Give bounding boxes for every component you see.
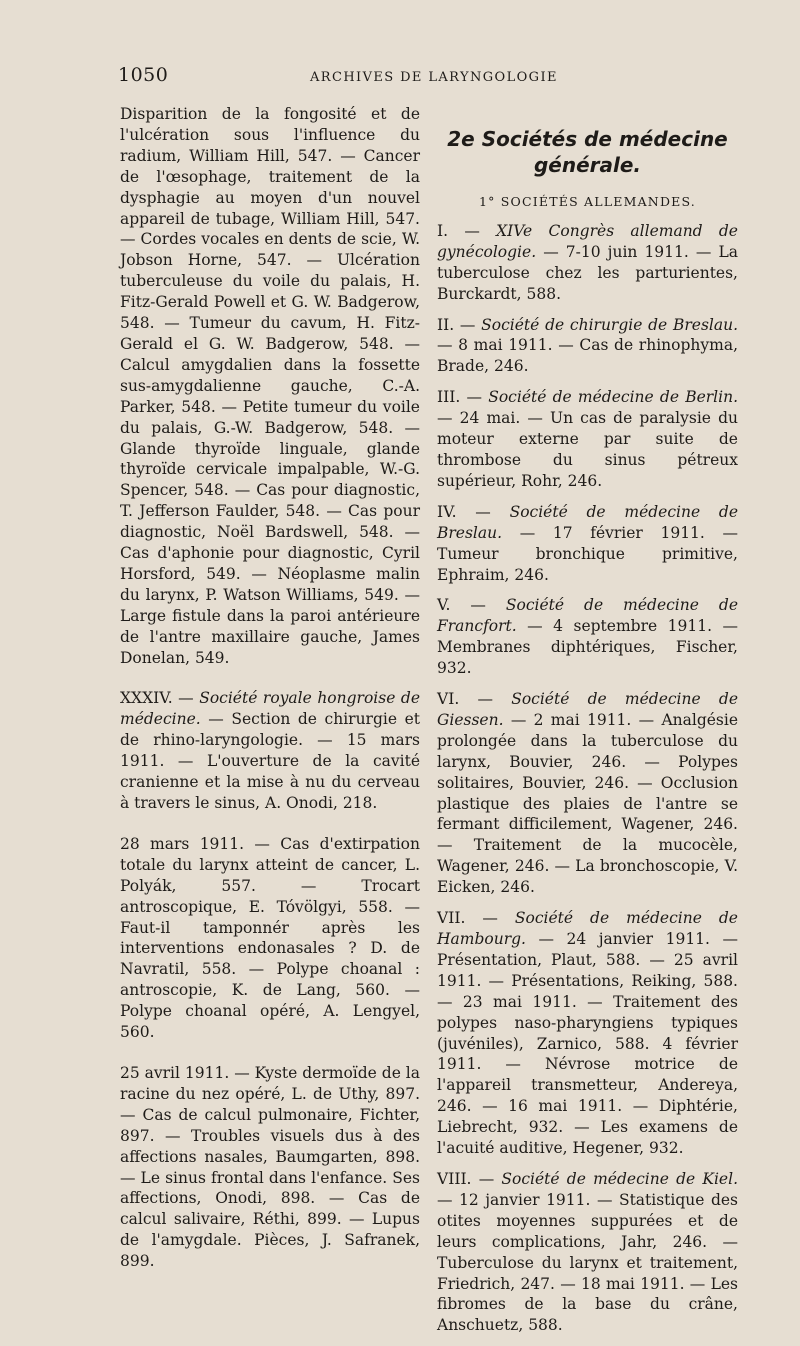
entry-lead: VII. — [437, 909, 515, 928]
subsection-heading-text: 1° SOCIÉTÉS ALLEMANDES. [479, 194, 696, 209]
society-name: Société de médecine de Kiel. [501, 1169, 738, 1188]
page-header [118, 64, 718, 90]
entry-lead: III. — [437, 388, 489, 407]
entry-vii [437, 908, 738, 1159]
society-name: Société royale hongroise de médecine. [120, 689, 420, 729]
society-name: Société de chirurgie de Breslau. [481, 315, 739, 334]
entry-lead: VI. — [437, 690, 512, 709]
running-title: ARCHIVES DE LARYNGOLOGIE [310, 70, 558, 85]
entry-lead: V. — [437, 596, 506, 615]
entry-lead: I. — [437, 221, 497, 240]
entry-lead: VIII. — [437, 1169, 502, 1188]
page-number: 1050 [118, 64, 169, 86]
society-name: XIVe Congrès allemand de gynécologie. [437, 221, 738, 261]
society-name: Société de médecine de Breslau. [437, 502, 738, 542]
society-name: Société de médecine de Francfort. [437, 596, 738, 636]
entry-text: — 4 septembre 1911. — Membranes diphtériques, Fischer, 932. [437, 617, 738, 678]
society-name: Société de médecine de Hambourg. [437, 909, 738, 948]
section-heading [437, 126, 738, 178]
left-column [120, 104, 420, 1292]
entry-text: — 7-10 juin 1911. — La tuberculose chez les parturientes, Burckardt, 588. [437, 242, 738, 303]
entry-vi [437, 689, 738, 898]
entry-iii [437, 387, 738, 492]
entry-text: — Section de chirurgie et de rhino-laryngologie. — 15 mars 1911. — L'ouverture de la cavité cranienne et la mise à nu du cerveau à travers le sinus, A. Onodi, 218. [120, 710, 420, 812]
paragraph-28-mars: 28 mars 1911. — Cas d'extirpation totale du larynx atteint de cancer, L. Polyák, 557. — Trocart antroscopique, E. Tóvölgyi, 558. — Faut-il tamponnér après les interventions endonasales ? D. de Navratil, 558. — Polype choanal : antroscopie, K. de Lang, 560. — Polype choanal opéré, A. Lengyel, 560. [120, 834, 420, 1042]
section-heading-line-1: 2e Sociétés de médecine [447, 127, 728, 151]
entry-lead: II. — [437, 315, 482, 334]
society-name: Société de médecine de Giessen. [437, 690, 738, 729]
right-column [437, 104, 738, 1346]
entry-i [437, 221, 738, 305]
entry-viii [437, 1169, 738, 1336]
entry-text: — 8 mai 1911. — Cas de rhinophyma, Brade, 246. [437, 336, 738, 376]
entry-text: — 24 janvier 1911. — Présentation, Plaut, 588. — 25 avril 1911. — Présentations, Reiking, 588. — 23 mai 1911. — Traitement des polypes naso-pharyngiens typiques (juvéniles), Zarnico, 588. 4 février 1911. — Névrose motrice de l'appareil transmetteur, Andereya, 246. — 16 mai 1911. — Diphtérie, Liebrecht, 932. — Les examens de l'acuité auditive, Hegener, 932. [437, 930, 738, 1158]
paragraph-25-avril: 25 avril 1911. — Kyste dermoïde de la racine du nez opéré, L. de Uthy, 897. — Cas de calcul pulmonaire, Fichter, 897. — Troubles visuels dus à des affections nasales, Baumgarten, 898. — Le sinus frontal dans l'enfance. Ses affections, Onodi, 898. — Cas de calcul salivaire, Réthi, 899. — Lupus de l'amygdale. Pièces, J. Safranek, 899. [120, 1063, 420, 1271]
paragraph-xxxiv [120, 688, 420, 813]
entry-v [437, 595, 738, 679]
entry-text: — 12 janvier 1911. — Statistique des otites moyennes suppurées et de leurs complications, Jahr, 246. — Tuberculose du larynx et traitement, Friedrich, 247. — 18 mai 1911. — Les fibromes de la base du crâne, Anschuetz, 588. [437, 1190, 738, 1335]
entry-text: — 17 février 1911. — Tumeur bronchique primitive, Ephraim, 246. [437, 523, 738, 584]
paragraph-continued: Disparition de la fongosité et de l'ulcération sous l'influence du radium, William Hill, 547. — Cancer de l'œsophage, traitement de la dysphagie au moyen d'un nouvel appareil de tubage, William Hill, 547. — Cordes vocales en dents de scie, W. Jobson Horne, 547. — Ulcération tuberculeuse du voile du palais, H. Fitz-Gerald Powell et G. W. Badgerow, 548. — Tumeur du cavum, H. Fitz-Gerald el G. W. Badgerow, 548. — Calcul amygdalien dans la fossette sus-amygdalienne gauche, C.-A. Parker, 548. — Petite tumeur du voile du palais, G.-W. Badgerow, 548. — Glande thyroïde linguale, glande thyroïde cervicale impalpable, W.-G. Spencer, 548. — Cas pour diagnostic, T. Jefferson Faulder, 548. — Cas pour diagnostic, Noël Bardswell, 548. — Cas d'aphonie pour diagnostic, Cyril Horsford, 549. — Néoplasme malin du larynx, P. Watson Williams, 549. — Large fistule dans la paroi antérieure de l'antre maxillaire gauche, James Donelan, 549. [120, 105, 420, 667]
entry-text: — 2 mai 1911. — Analgésie prolongée dans la tuberculose du larynx, Bouvier, 246. — Polypes solitaires, Bouvier, 246. — Occlusion plastique des plaies de l'antre se fermant difficilement, Wagener, 246. — Traitement de la mucocèle, Wagener, 246. — La bronchoscopie, V. Eicken, 246. [437, 710, 738, 897]
subsection-heading [437, 192, 738, 213]
entry-lead: IV. — [437, 502, 510, 521]
society-name: Société de médecine de Berlin. [488, 388, 738, 407]
entry-iv [437, 502, 738, 586]
entry-text: — 24 mai. — Un cas de paralysie du moteur externe par suite de thrombose du sinus pétreux supérieur, Rohr, 246. [437, 409, 738, 490]
entry-ii [437, 315, 738, 378]
entry-lead: XXXIV. — [120, 689, 200, 708]
section-heading-line-2: générale. [533, 153, 642, 177]
